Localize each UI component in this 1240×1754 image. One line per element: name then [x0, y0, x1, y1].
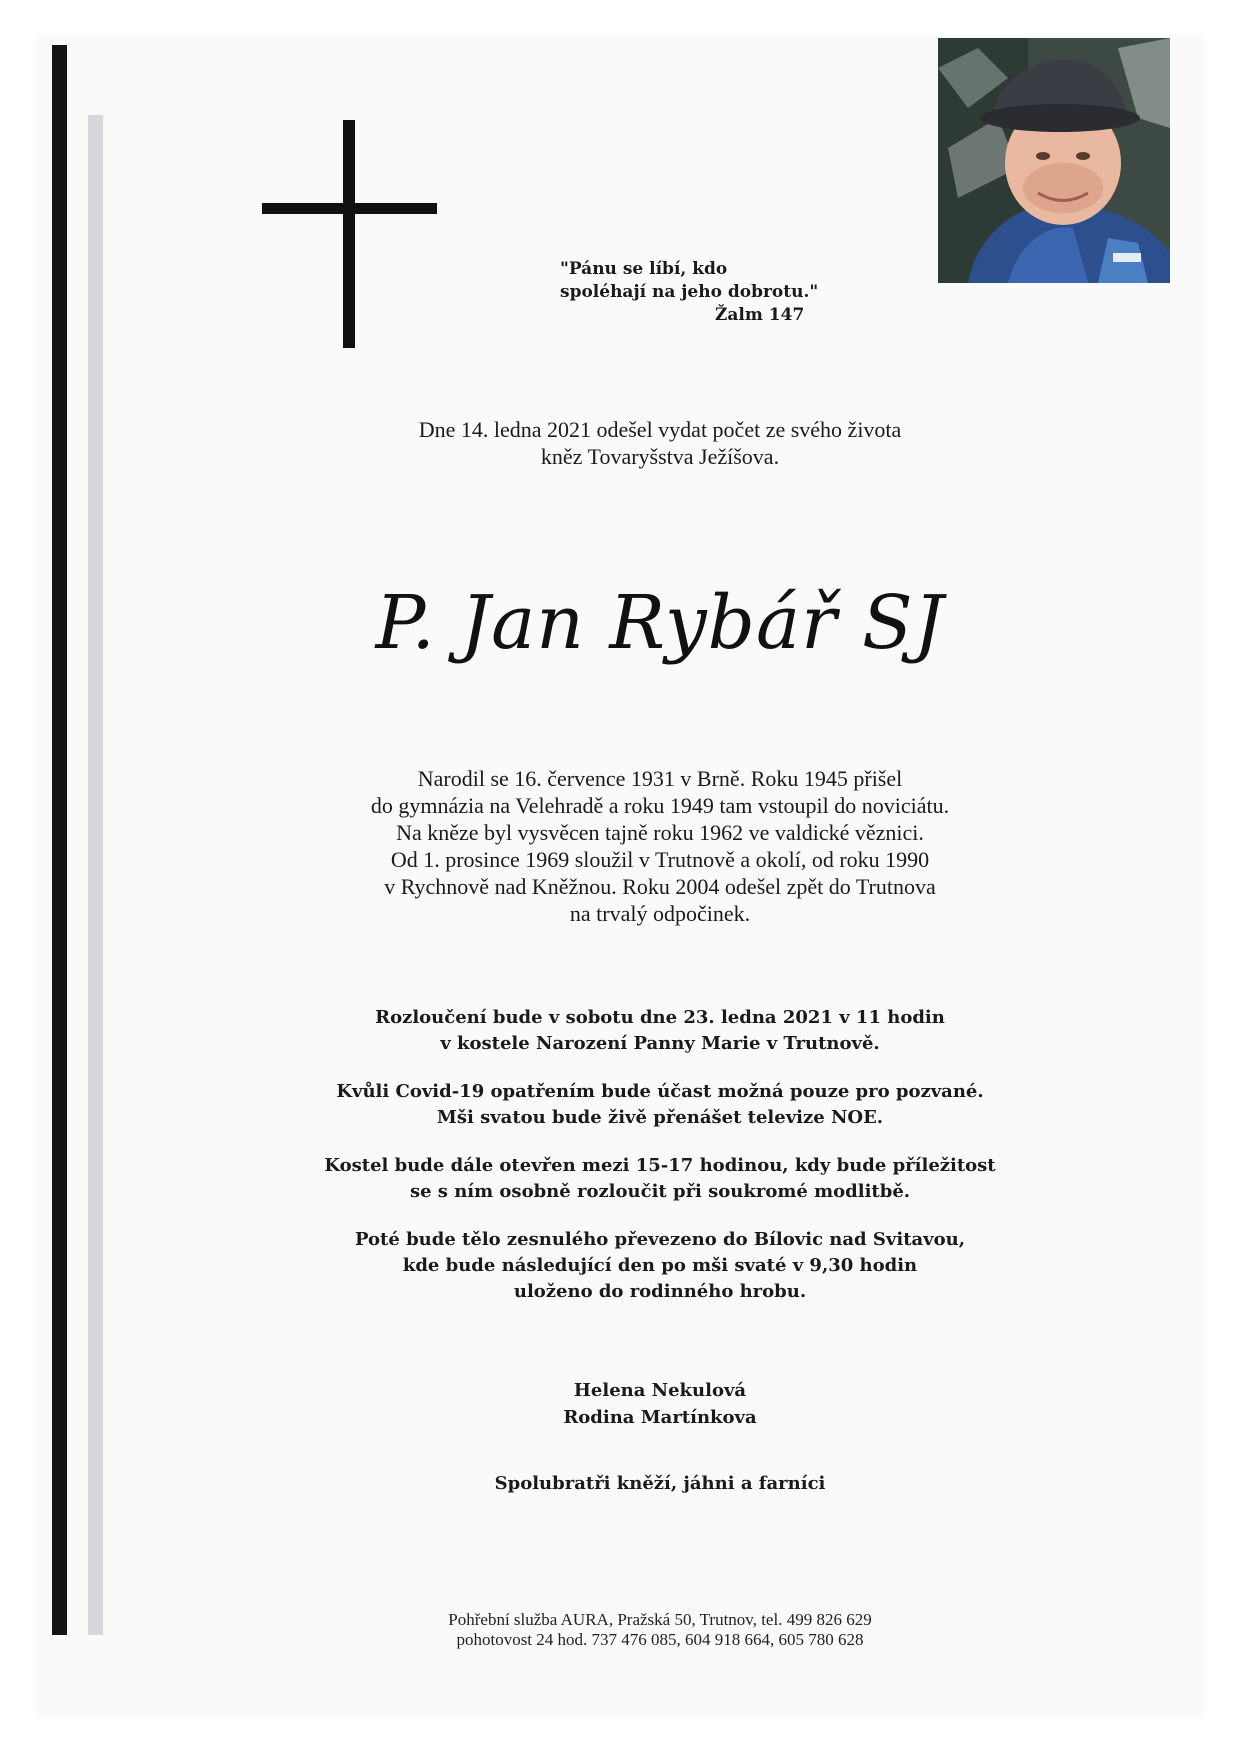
biography-line: Na kněze byl vysvěcen tajně roku 1962 ve valdické věznici. [396, 820, 924, 845]
mourners-list [120, 1377, 1200, 1431]
notice-line: Kostel bude dále otevřen mezi 15-17 hodinou, kdy bude příležitost [324, 1155, 996, 1176]
mourner-name: Rodina Martínkova [563, 1407, 757, 1428]
intro-line-2: kněz Tovaryšstva Ježíšova. [540, 444, 780, 469]
mourning-border-dark [52, 45, 67, 1635]
footer-line-1: Pohřební služba AURA, Pražská 50, Trutnov, tel. 499 826 629 [448, 1610, 872, 1629]
funeral-notices [120, 1005, 1200, 1327]
biography-line: Od 1. prosince 1969 sloužil v Trutnově a okolí, od roku 1990 [390, 847, 930, 872]
portrait-photo [938, 38, 1170, 283]
biography-line: na trvalý odpočinek. [569, 901, 751, 926]
notice-farewell [120, 1005, 1200, 1057]
biography-line: v Rychnově nad Kněžnou. Roku 2004 odešel zpět do Trutnova [384, 874, 936, 899]
deceased-name: P. Jan Rybář SJ [375, 580, 945, 666]
mourner-name: Helena Nekulová [573, 1380, 747, 1401]
quote-reference: Žalm 147 [715, 305, 805, 325]
biography [120, 765, 1200, 927]
notice-line: kde bude následující den po mši svaté v 9,30 hodin [402, 1255, 918, 1276]
notice-church-open [120, 1153, 1200, 1205]
footer-line-2: pohotovost 24 hod. 737 476 085, 604 918 664, 605 780 628 [456, 1630, 864, 1649]
notice-line: Mši svatou bude živě přenášet televize NOE. [436, 1107, 884, 1128]
scripture-quote [560, 258, 880, 327]
intro-line-1: Dne 14. ledna 2021 odešel vydat počet ze svého života [418, 417, 902, 442]
cross-horizontal-bar [262, 203, 437, 214]
biography-line: do gymnázia na Velehradě a roku 1949 tam vstoupil do noviciátu. [370, 793, 950, 818]
biography-line: Narodil se 16. července 1931 v Brně. Roku 1945 přišel [417, 766, 903, 791]
notice-line: se s ním osobně rozloučit při soukromé modlitbě. [409, 1181, 911, 1202]
notice-line: v kostele Narození Panny Marie v Trutnově. [440, 1033, 880, 1054]
cross-vertical-bar [343, 120, 355, 348]
notice-line: uloženo do rodinného hrobu. [513, 1281, 807, 1302]
mourning-border-light [88, 115, 103, 1635]
funeral-service-footer [120, 1610, 1200, 1650]
quote-line-1: "Pánu se líbí, kdo [560, 259, 728, 279]
notice-line: Poté bude tělo zesnulého převezeno do Bílovic nad Svitavou, [354, 1229, 965, 1250]
death-announcement [120, 416, 1200, 470]
notice-line: Kvůli Covid-19 opatřením bude účast možná pouze pro pozvané. [336, 1081, 984, 1102]
portrait-illustration [938, 38, 1170, 283]
notice-covid [120, 1079, 1200, 1131]
notice-line: Rozloučení bude v sobotu dne 23. ledna 2021 v 11 hodin [375, 1007, 945, 1028]
notice-burial [120, 1227, 1200, 1305]
brethren-line: Spolubratři kněží, jáhni a farníci [494, 1473, 826, 1494]
quote-line-2: spoléhají na jeho dobrotu." [560, 282, 819, 302]
